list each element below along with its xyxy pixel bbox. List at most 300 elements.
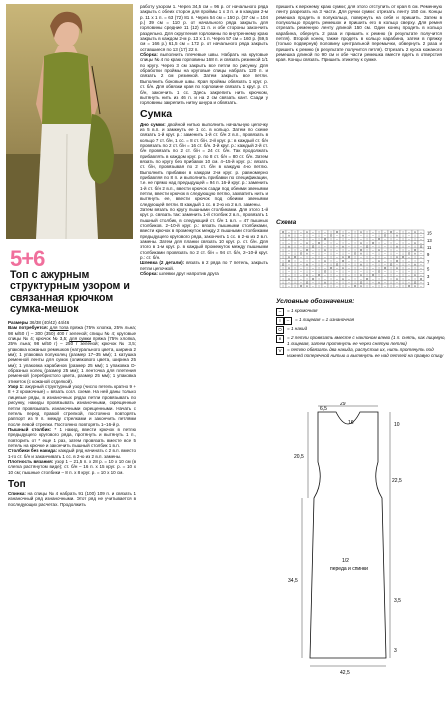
schema-symbol: – [372, 251, 374, 256]
schema-symbol: O [413, 280, 417, 285]
schema-symbol: – [300, 230, 302, 234]
schema-symbol: | [282, 269, 284, 274]
schema-symbol: ∧ [395, 233, 399, 238]
schema-symbol: | [306, 258, 308, 263]
schema-symbol: ∧ [305, 251, 309, 256]
schema-symbol: | [378, 284, 380, 288]
schema-symbol: – [360, 258, 362, 263]
schema-symbol: – [372, 280, 374, 285]
schema-symbol: – [360, 266, 362, 270]
schema-symbol: | [294, 273, 296, 278]
schema-symbol: ∧ [413, 251, 417, 256]
schema-symbol: – [300, 280, 302, 285]
schema-symbol: | [402, 280, 404, 285]
materials-label: Вам потребуется: [8, 325, 49, 331]
decrease-left-icon: ∧ [276, 335, 284, 343]
legend-item [276, 308, 446, 316]
schema-symbol: | [342, 273, 344, 278]
schema-symbol: – [420, 240, 422, 245]
schema-symbol: – [348, 266, 350, 270]
schema-symbol: | [354, 276, 356, 281]
dim-label: 34,5 [288, 578, 298, 584]
schema-symbol: | [282, 237, 284, 242]
schema-symbol: | [318, 244, 320, 249]
schema-symbol: – [348, 251, 350, 256]
mid-paragraph-1: работу узором 1. Через 34,5 см = 96 р. от начального ряда закрыть с обеих сторон для проймы 1 x 3 п. и в каждом 2-м р. 11 x 1 п. = 63 (72) 81 п. Через 54 см = 150 р. (37 см = 104 р.) 39 см = 110 р. от начального ряда закрыть для горловины средние 11 (12) 11 п. и обе стороны закончить раздельно. Для скругления горловины по внутреннему краю закрыть в каждом 2-м р. 13 x 1 п. Через 57 см = 160 р. (59,5 см = 166 р.) 61,5 см = 172 р. от начального ряда закрыть оставшиеся по 13 (17) 22 п. [140, 4, 268, 52]
schema-symbol: O [305, 248, 309, 252]
schema-symbol: | [282, 284, 284, 288]
schema-symbol: O [401, 255, 405, 260]
schema-symbol: O [317, 240, 321, 245]
schema-symbol: | [354, 244, 356, 249]
schema-symbol: | [294, 276, 296, 281]
schema-symbol: ∧ [413, 240, 417, 245]
schema-symbol: | [402, 262, 404, 267]
schema-symbol: – [348, 262, 350, 267]
schema-symbol: | [294, 233, 296, 238]
schema-symbol: – [372, 284, 374, 288]
schema-symbol: | [330, 262, 332, 267]
schema-symbol: | [402, 230, 404, 234]
schema-symbol: | [318, 251, 320, 256]
schema-symbol: – [348, 273, 350, 278]
schema-symbol: | [366, 280, 368, 285]
schema-symbol: – [408, 266, 410, 270]
schema-symbol: – [384, 230, 386, 234]
schema-symbol: – [420, 237, 422, 242]
schema-symbol: | [282, 266, 284, 270]
schema-symbol: | [354, 230, 356, 234]
schema-symbol: | [294, 251, 296, 256]
schema-symbol: | [294, 248, 296, 252]
dim-label: 42,5 [340, 670, 350, 676]
schema-row-number: 1 [427, 281, 430, 286]
schema-symbol: O [389, 230, 393, 234]
schema-symbol: | [294, 258, 296, 263]
schema-symbol: – [348, 237, 350, 242]
schema-symbol: | [294, 269, 296, 274]
schema-symbol: – [348, 269, 350, 274]
schema-row-number: 13 [427, 237, 432, 243]
schema-symbol: ∧ [305, 262, 309, 267]
strap-label: Шлевка (2 детали): [140, 260, 185, 266]
schema-symbol: | [378, 266, 380, 270]
schema-symbol: – [396, 262, 398, 267]
schema-symbol: – [300, 248, 302, 252]
schema-symbol: – [384, 273, 386, 278]
schema-symbol: O [299, 251, 303, 256]
schema-symbol: ∧ [395, 255, 399, 260]
schema-symbol: ∧ [377, 248, 381, 252]
schema-symbol: – [336, 251, 338, 256]
schema-symbol: – [384, 237, 386, 242]
schema-symbol: – [336, 240, 338, 245]
mid-paragraph-2: Затем вязать по кругу пышными столбиками. Для этого 1-й круг. р. связать так: заменить 1-й столбик 2 в.п., провязать 1 пышный столбик, в следующий ст. б/н 1 в.п. = 47 пышных столбиков. 2–10-й круг. р.: вязать пышными столбиками, ввести крючок в промежуток между 2 пышными столбиками предыдущего кругового ряда, закончить 1 сс. в 2-ю из 2 в.п. замены. Затем для планки связать 10 круг. р. ст. б/н. Для этого в 1-м круг. р. в каждый промежуток между пышными столбиками провязать по 2 ст. б/н = 94 ст. б/н, 2–10-й круг. р.: ст. б/н. [140, 207, 268, 261]
legend-item [276, 347, 446, 358]
schema-symbol: | [330, 244, 332, 249]
pattern-text: ажурный структурный узор (число петель кратно 9 + 8 + 2 кромочные) = вязать согл. схеме. На ней даны только лицевые ряды, в изнаночных рядах петли провязывать по рисунку, накиды провязывать изнаночными, скрещенные петли провязывать изнаночными скрещенными. Начать с петель перед правой стрелкой, постоянно повторять раппорт из 9 п. между стрелками и закончить петлями после левой стрелки. Постоянно повторять 1–16-й р. [8, 384, 136, 427]
schema-row-number: 5 [427, 266, 430, 272]
schema-symbol: – [288, 262, 290, 267]
schema-symbol: – [300, 266, 302, 270]
assembly-label: Сборка: [140, 52, 158, 58]
schema-symbol: ∧ [395, 276, 399, 281]
schema-symbol: O [335, 262, 339, 267]
schema-symbol: – [384, 248, 386, 252]
schema-symbol: – [408, 262, 410, 267]
schema-symbol: | [318, 237, 320, 242]
schema-symbol: O [377, 269, 381, 274]
schema-symbol: ∧ [413, 230, 417, 234]
schema-symbol: ∧ [341, 276, 345, 281]
schema-symbol: | [402, 269, 404, 274]
dim-label: 3,5 [394, 598, 401, 604]
schema-symbol: – [420, 258, 422, 263]
schema-symbol: | [366, 233, 368, 238]
schema-symbol: ∧ [413, 284, 417, 288]
schema-symbol: | [282, 258, 284, 263]
twisted-stitch-icon: V [276, 347, 284, 355]
schema-symbol: | [342, 251, 344, 256]
assembly2-text: шлевки друг напротив друга [159, 271, 219, 277]
schema-symbol: – [312, 233, 314, 238]
schema-symbol: – [384, 251, 386, 256]
schema-symbol: ∧ [377, 280, 381, 285]
schema-row-number: 9 [427, 252, 430, 258]
schema-symbol: – [324, 284, 326, 288]
schema-symbol: – [372, 237, 374, 242]
schema-symbol: ∧ [287, 233, 291, 238]
schema-symbol: | [414, 255, 416, 260]
project-number: 5+6 [10, 246, 45, 271]
schema-symbol: – [372, 266, 374, 270]
schema-symbol: | [390, 244, 392, 249]
dim-label: 10 [394, 422, 400, 428]
schema-symbol: ∧ [287, 244, 291, 249]
schema-symbol: | [318, 248, 320, 252]
density-text: узор 1 – 21,5 п. x 28 р. = 10 x 10 см (в слегка растянутом виде); ст. б/н – 16 п. x 15 круг. р. = 10 x 10 см; пышные столбики – 8 п. x 8 круг. р. = 10 x 10 см. [8, 458, 136, 475]
schema-symbol: – [336, 233, 338, 238]
schema-symbol: O [329, 233, 333, 238]
schema-symbol: | [366, 262, 368, 267]
schema-symbol: – [312, 230, 314, 234]
schema-symbol: – [324, 273, 326, 278]
schema-symbol: | [342, 248, 344, 252]
schema-symbol: – [360, 237, 362, 242]
schema-symbol: – [408, 233, 410, 238]
schema-symbol: – [372, 248, 374, 252]
schema-symbol: – [312, 273, 314, 278]
schema-symbol: ∧ [341, 233, 345, 238]
schema-symbol: – [300, 255, 302, 260]
schema-symbol: ∧ [359, 230, 363, 234]
schema-symbol: | [378, 255, 380, 260]
schema-symbol: | [354, 262, 356, 267]
stitch-label: Пышный столбик: [8, 426, 52, 432]
schema-symbol: – [384, 255, 386, 260]
schema-symbol: O [407, 251, 411, 256]
assembly2-label: Сборка: [140, 271, 158, 277]
schema-symbol: – [348, 248, 350, 252]
schema-symbol: – [420, 266, 422, 270]
schema-symbol: | [294, 266, 296, 270]
schema-symbol: – [348, 230, 350, 234]
schema-symbol: O [317, 273, 321, 278]
schema-symbol: | [390, 266, 392, 270]
schema-symbol: – [396, 284, 398, 288]
schema-symbol: – [288, 240, 290, 245]
schema-symbol: | [330, 255, 332, 260]
schema-symbol: ∧ [323, 280, 327, 285]
materials-bag-label: для сумки [69, 336, 92, 342]
schema-symbol: ∧ [287, 255, 291, 260]
schema-symbol: O [359, 280, 363, 285]
schema-symbol: – [300, 269, 302, 274]
schema-symbol: O [365, 276, 369, 281]
schema-symbol: | [366, 237, 368, 242]
schema-symbol: – [408, 244, 410, 249]
schema-symbol: – [312, 237, 314, 242]
schema-symbol: – [408, 258, 410, 263]
schema-symbol: | [402, 244, 404, 249]
schema-symbol: | [306, 237, 308, 242]
schema-symbol: ∧ [305, 284, 309, 288]
schema-symbol: – [348, 240, 350, 245]
schema-symbol: | [342, 240, 344, 245]
schema-symbol: – [336, 280, 338, 285]
edge-stitch-icon: – [276, 308, 284, 316]
schema-symbol: – [324, 266, 326, 270]
schema-symbol: – [372, 258, 374, 263]
schema-title: Схема [276, 219, 297, 226]
pattern-label: Узор 1: [8, 384, 24, 390]
schema-symbol: | [378, 262, 380, 267]
schema-symbol: | [294, 237, 296, 242]
schema-symbol: – [384, 244, 386, 249]
schema-symbol: – [420, 251, 422, 256]
schema-row-number: 7 [427, 259, 430, 265]
schema-symbol: – [300, 233, 302, 238]
schema-symbol: ∧ [413, 262, 417, 267]
schema-symbol: – [396, 248, 398, 252]
schema-symbol: ∧ [323, 258, 327, 263]
schema-symbol: | [366, 240, 368, 245]
schema-symbol: – [420, 233, 422, 238]
schema-symbol: – [396, 273, 398, 278]
schema-symbol: – [408, 248, 410, 252]
schema-symbol: | [318, 284, 320, 288]
legend-item [276, 326, 446, 334]
schema-symbol: – [300, 258, 302, 263]
stitch-text: * 1 накид, ввести крючок в петлю предыдущего кругового ряда, протянуть и вытянуть 1 п., повторить от * еще 1 раз, затем провязать вместе все 5 петель на крючке и закончить пышный столбик 1 в.п. [8, 426, 136, 448]
schema-symbol: | [390, 240, 392, 245]
schema-symbol: | [414, 237, 416, 242]
schema-symbol: | [330, 230, 332, 234]
legend-list [276, 308, 446, 359]
schema-symbol: O [311, 276, 315, 281]
schema-symbol: O [371, 240, 375, 245]
schema-symbol: | [294, 240, 296, 245]
schema-symbol: | [342, 284, 344, 288]
schema-symbol: ∧ [341, 266, 345, 270]
schema-symbol: – [372, 276, 374, 281]
schema-symbol: O [413, 248, 417, 252]
schema-symbol: | [390, 251, 392, 256]
schema-symbol: | [330, 280, 332, 285]
schema-symbol: O [293, 255, 297, 260]
schema-symbol: – [324, 240, 326, 245]
middle-column-text [140, 4, 268, 704]
legend-item [276, 335, 446, 346]
schema-symbol: | [390, 237, 392, 242]
schema-symbol: – [396, 237, 398, 242]
schema-symbol: | [282, 233, 284, 238]
schema-symbol: – [300, 273, 302, 278]
schema-symbol: | [366, 269, 368, 274]
schema-symbol: – [408, 269, 410, 274]
dim-label: 29 [340, 402, 346, 407]
schema-symbol: – [312, 240, 314, 245]
schema-symbol: – [420, 269, 422, 274]
schema-symbol: – [336, 248, 338, 252]
legend-item [276, 317, 446, 325]
schema-symbol: – [348, 233, 350, 238]
schema-symbol: – [384, 280, 386, 285]
schema-symbol: – [300, 276, 302, 281]
schema-symbol: – [348, 244, 350, 249]
schema-symbol: | [282, 273, 284, 278]
legend-title: Условные обозначения: [276, 298, 355, 305]
schema-symbol: | [282, 244, 284, 249]
schema-symbol: O [335, 230, 339, 234]
schema-symbol: – [324, 262, 326, 267]
dim-label: 6,5 [320, 406, 327, 412]
assembly-text: выполнить плечевые швы. Набрать на круговые спицы № 4 по краю горловины 168 п. и связать резинкой 1/1 по кругу. Через 3 см закрыть все петли по рисунку. Для обработки проймы на круговые спицы набрать 120 п. и связать 2 см резинкой. Затем закрыть все петли. Выполнить боковые швы. Края проймы обвязать 1 круг. р. ст. б/н. Для обвязки края по горловине связать 1 круг. р. ст. б/н, закончить 1 сс. Здесь закрепить нить крючком, вытянуть нить из 46 п. и на 2 см связать кант. Сзади у горловины закрепить нитку шнура и обвязать. [140, 52, 268, 106]
schema-symbol: | [366, 273, 368, 278]
schema-symbol: | [354, 269, 356, 274]
schema-symbol: O [287, 258, 291, 263]
schema-symbol: | [402, 273, 404, 278]
back-label: Спинка: [8, 490, 26, 496]
schema-symbol: | [378, 251, 380, 256]
schema-symbol: – [312, 266, 314, 270]
schema-symbol: O [371, 273, 375, 278]
sizes-value: 36/38 (40/42) 44/46 [29, 320, 70, 325]
back-text: на спицы № 4 набрать 91 (100) 109 п. и связать 1 изнаночный ряд изнаночными. Этот ряд не учитывается в последующих расчетах. Продолжить [8, 490, 136, 507]
schema-symbol: – [336, 258, 338, 263]
schema-symbol: – [324, 251, 326, 256]
schema-symbol: | [402, 240, 404, 245]
schema-symbol: | [366, 266, 368, 270]
garment-measurement-diagram [278, 402, 428, 697]
schema-symbol: – [288, 237, 290, 242]
schema-symbol: O [341, 258, 345, 263]
schema-symbol: | [294, 284, 296, 288]
schema-symbol: | [390, 248, 392, 252]
schema-symbol: | [390, 276, 392, 281]
schema-symbol: O [305, 280, 309, 285]
schema-symbol: – [288, 284, 290, 288]
schema-symbol: – [300, 244, 302, 249]
schema-symbol: | [414, 269, 416, 274]
schema-symbol: O [353, 251, 357, 256]
schema-row-number: 3 [427, 273, 430, 279]
schema-symbol: – [384, 269, 386, 274]
schema-symbol: O [329, 266, 333, 270]
schema-symbol: | [390, 273, 392, 278]
schema-symbol: | [390, 255, 392, 260]
top-heading: Топ [8, 478, 26, 490]
dim-label: переда и спинки [330, 566, 368, 572]
dim-label: 16 [348, 420, 354, 426]
schema-symbol: – [312, 248, 314, 252]
schema-symbol: – [336, 237, 338, 242]
schema-symbol: ∧ [413, 273, 417, 278]
schema-symbol: | [354, 248, 356, 252]
schema-symbol: | [390, 233, 392, 238]
schema-symbol: | [282, 251, 284, 256]
schema-symbol: – [372, 233, 374, 238]
legend-text: = петлю обвязать два накида, распустив их, нить протянуть под нижней поперечной нитью и вытянуть ее над петлей на правую спицу [287, 347, 444, 358]
schema-symbol: – [348, 280, 350, 285]
schema-symbol: | [342, 262, 344, 267]
schema-symbol: O [407, 284, 411, 288]
schema-symbol: – [408, 237, 410, 242]
schema-symbol: O [419, 276, 423, 281]
left-column-text [8, 320, 136, 700]
schema-symbol: – [288, 273, 290, 278]
density-label: Плотность вязания: [8, 458, 54, 464]
schema-symbol: | [330, 258, 332, 263]
schema-symbol: | [282, 240, 284, 245]
right-paragraph: пришить к верхнему краю сумки; для этого отступить от края 6 см. Ременную ленту разрезать на 3 части. Для ручки сумки: отрезать ленту 150 см. Концы ремешка продеть в полукольцо, повернуть на себя и пришить. Затем в полукольцо продеть ремешок и пришить его в кольцо сверху. Для ремня отрезать ременную ленту длиной 150 см. Один конец продеть в кольцо карабина, обернуть 2 раза и пришить к ремню (в результате получится петля). Второй конец также продеть в кольцо карабина, затем в пряжку (только подвернув) половину центральной перемычки, обвернуть 2 раза и пришить к ремню (в результате получится петля). Отрезать 2 куска кожаного ремешка длиной по 90 см и обе части ремешка вместе вдеть в отверстия края. Концы связать. Пришить этикетку к сумке. [276, 4, 442, 63]
bag-bottom-text: двойной нитью выполнить начальную цепочку из 5 в.п. и замкнуть ее 1 сс. в кольцо. Затем по схеме связать 1-й круг. р.: заменить 1-й ст. б/н 2 в.п., провязать в кольцо 7 ст. б/н, 1 сс. = 8 ст. б/н. 2-й круг. р.: в каждый ст. б/н провязать по 2 ст. б/н = 16 ст. б/н. 3-й круг. р.: каждый 2-й ст. б/н провязать по 2 ст. б/н = 24 ст. б/н. Так продолжать прибавлять в каждом круг. р. по 8 ст. б/н = 80 ст. б/н. Затем вязать по кругу без прибавок 10 см. 4–15-й круг. р.: вязать ст. б/н, провязывая по 2 ст. б/н в каждую 4-ю петлю. Выполнить прибавки в каждом 2-м круг. р. равномерно прибавляя по 8 п. и выполнить прибавки по спецификации, т.е. не прямо над предыдущей = 94 п. 16-й круг. р.: заменить 1-й ст. б/н 2 в.п., ввести крючок сзади под обеими звеньями петли, ввести крючок в следующую петлю, захватить нить и вытянуть ее, ввести крючок под обеими звеньями следующей петли. В каждый 1 сс. в 2-ю из 2 в.п. замены. [140, 121, 268, 207]
schema-symbol: – [288, 248, 290, 252]
schema-symbol: | [366, 284, 368, 288]
schema-symbol: | [330, 276, 332, 281]
schema-symbol: | [354, 280, 356, 285]
schema-symbol: – [408, 240, 410, 245]
legend-text: = 1 лицевая [295, 317, 321, 322]
schema-symbol: O [395, 258, 399, 263]
legend-text: = 1 изнаночная [321, 317, 355, 322]
purl-stitch-icon: – [284, 317, 292, 325]
schema-symbol: O [323, 237, 327, 242]
bag-heading: Сумка [140, 107, 173, 120]
schema-symbol: – [324, 233, 326, 238]
schema-symbol: | [294, 244, 296, 249]
right-column-text [276, 4, 442, 219]
schema-symbol: ∧ [377, 258, 381, 263]
schema-symbol: – [408, 230, 410, 234]
schema-symbol: – [336, 266, 338, 270]
schema-symbol: ∧ [359, 262, 363, 267]
materials-top-label: для топа [49, 325, 69, 331]
schema-symbol: O [323, 269, 327, 274]
schema-symbol: | [402, 266, 404, 270]
schema-symbol: | [390, 258, 392, 263]
schema-symbol: O [383, 233, 387, 238]
schema-symbol: | [366, 251, 368, 256]
schema-symbol: | [318, 276, 320, 281]
schema-symbol: – [288, 251, 290, 256]
schema-symbol: – [348, 258, 350, 263]
schema-symbol: – [408, 273, 410, 278]
yarn-over-icon: O [276, 326, 284, 334]
schema-symbol: | [378, 244, 380, 249]
schema-symbol: – [360, 255, 362, 260]
schema-symbol: O [383, 266, 387, 270]
